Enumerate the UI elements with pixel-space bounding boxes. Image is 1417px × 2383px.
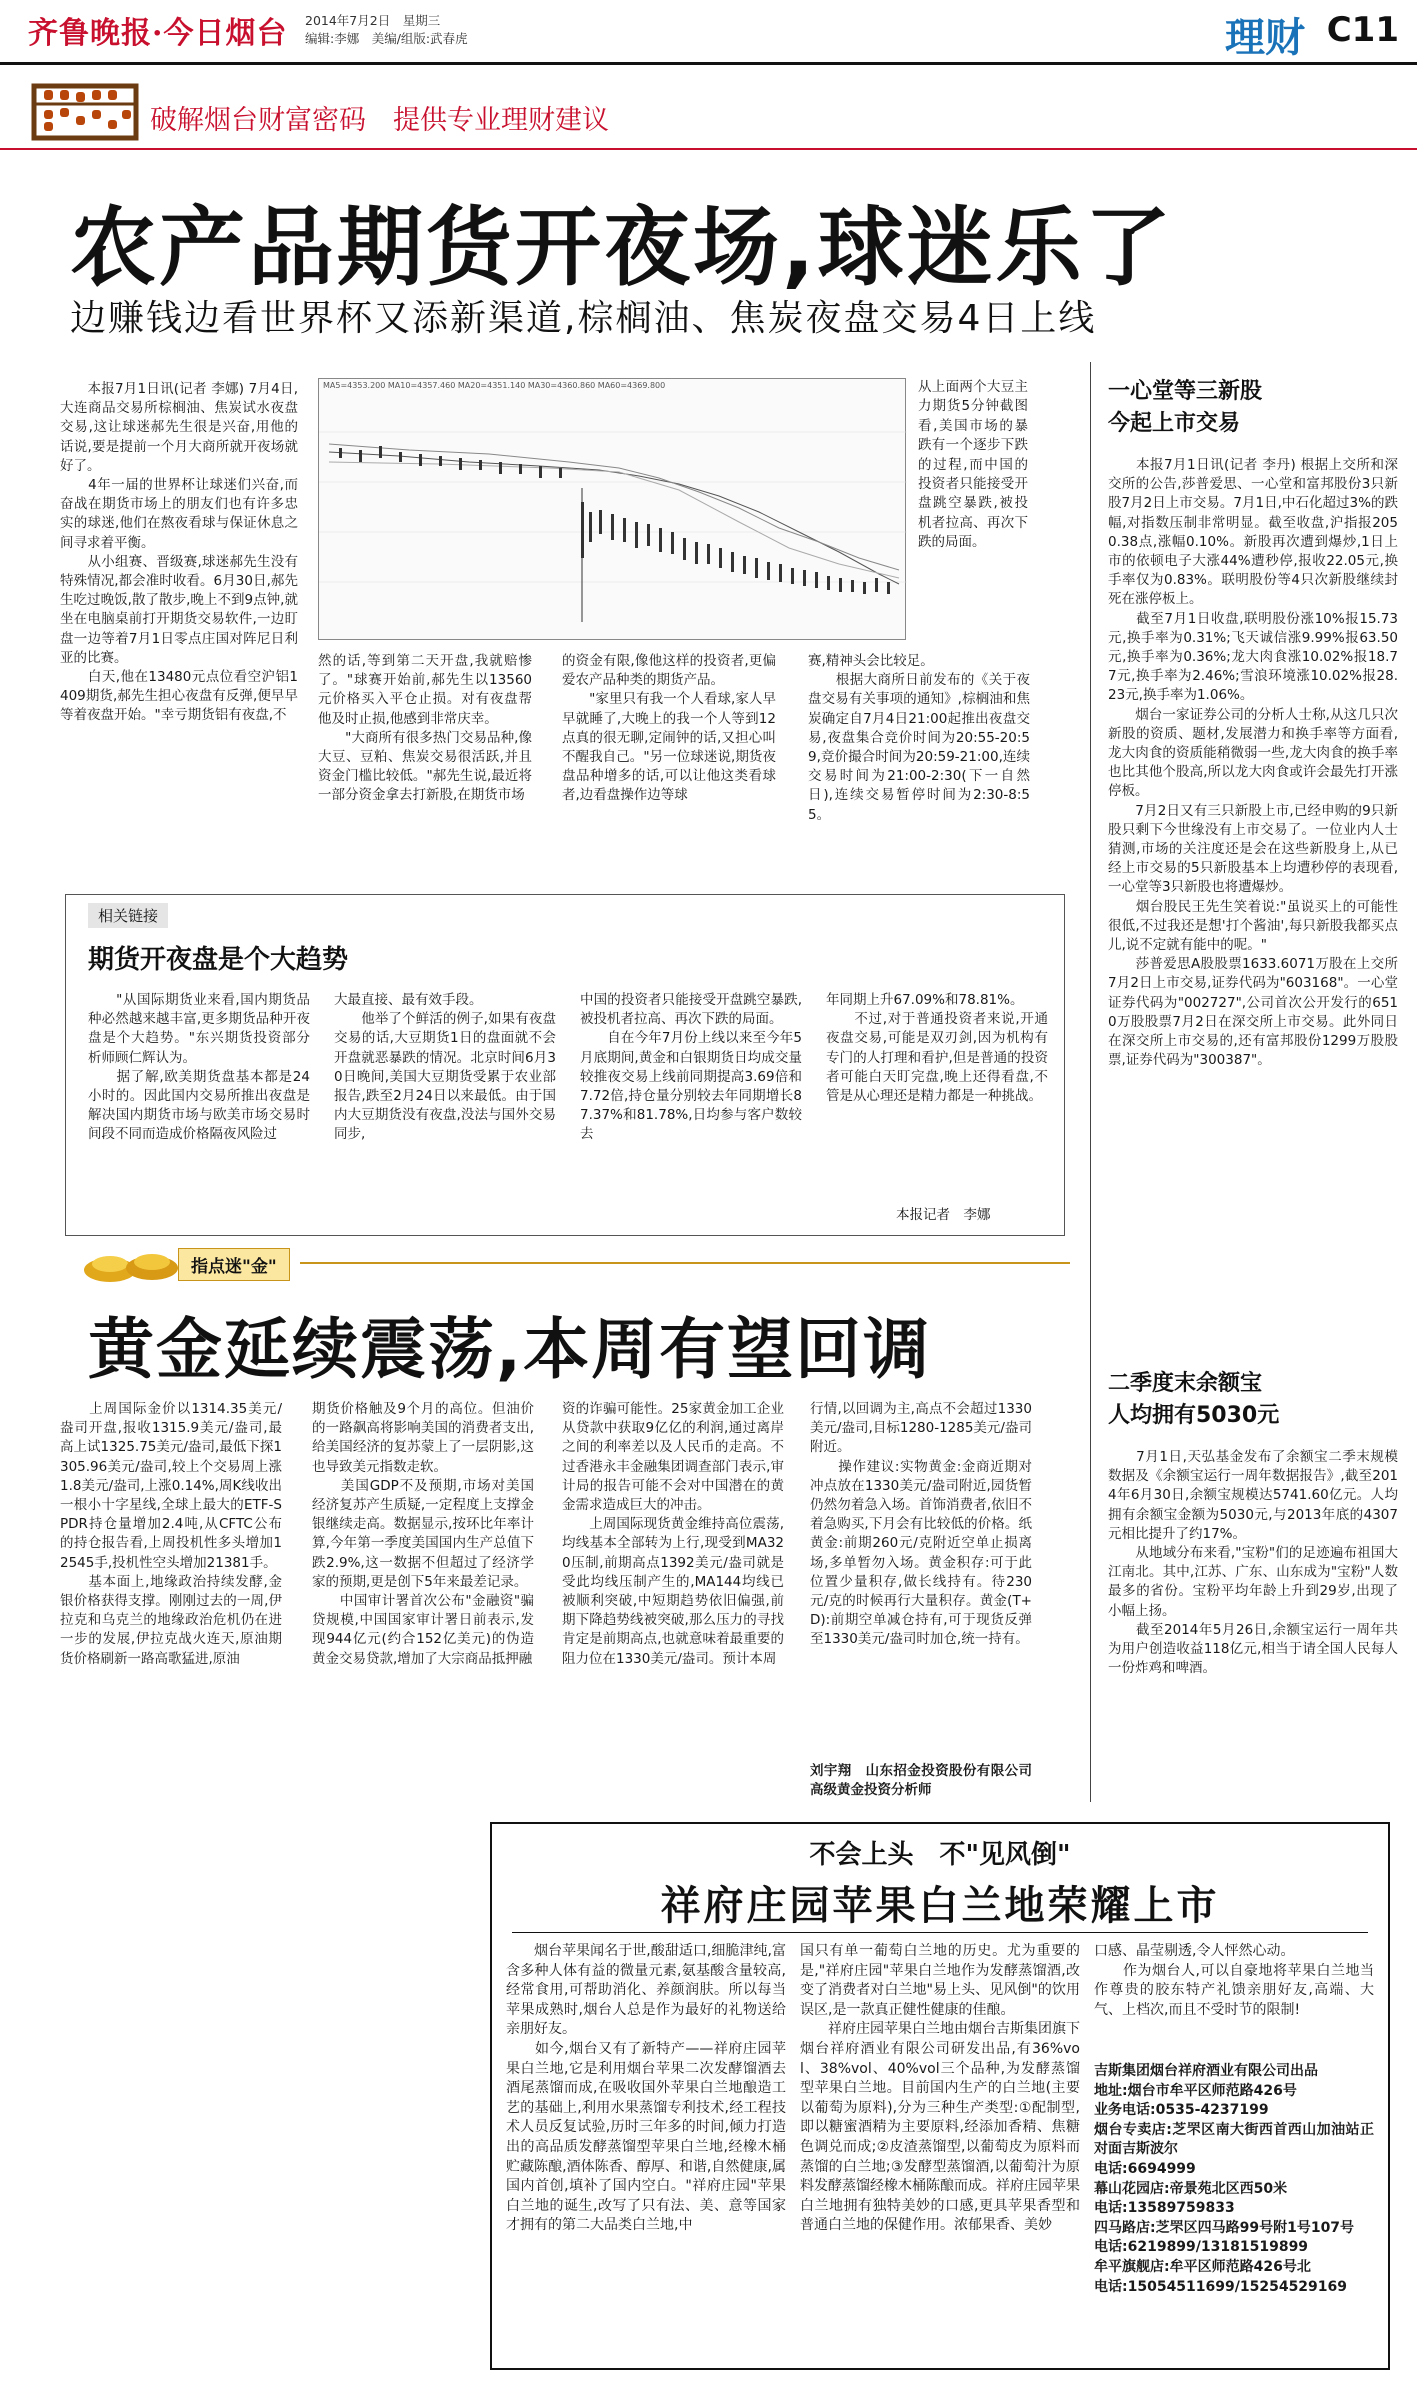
main-article-col3: 的资金有限,像他这样的投资者,更偏爱农产品种类的期货产品。 "家里只有我一个人看球,家人早早就睡了,大晚上的我一个人等到12点真的很无聊,定闹钟的话,又担心叫不醒我自己。"另一位球迷说,期货夜盘品种增多的话,可以让他这类看球者,边看盘操作边等球 (562, 653, 776, 804)
gold-col3: 资的诈骗可能性。25家黄金加工企业从贷款中获取9亿亿的利润,通过离岸之间的利率差以及人民币的走高。不过香港永丰金融集团调查部门表示,审计局的报告可能不会对中国潜在的黄金需求造成巨大的冲击。 上周国际现货黄金维持高位震荡,均线基本全部转为上行,现受到MA320压制,前期高点1392美元/盎司就是受此均线压制产生的,MA144均线已被顺利突破,中短期趋势依旧偏强,前期下降趋势线被突破,那么压力的寻找肯定是前期高点,也就意味着最重要的阻力位在1330美元/盎司。预计本周 (562, 1401, 784, 1667)
gold-section-tag: 指点迷"金" (178, 1248, 290, 1281)
paper-name: 齐鲁晚报 (28, 16, 152, 51)
related-link-tag: 相关链接 (88, 903, 168, 928)
gold-byline: 刘宇翔 山东招金投资股份有限公司高级黄金投资分析师 (810, 1763, 1032, 1799)
related-link-col2: 大最直接、最有效手段。 他举了个鲜活的例子,如果有夜盘交易的话,大豆期货1日的盘面就不会开盘就恶暴跌的情况。北京时间6月30日晚间,美国大豆期货受累于农业部报告,跌至2月24日以来最低。由于国内大豆期货没有夜盘,没法与国外交易同步, (334, 992, 556, 1143)
main-subheadline: 边赚钱边看世界杯又添新渠道,棕榈油、焦炭夜盘交易4日上线 (70, 298, 1097, 339)
side1-title-line2: 今起上市交易 (1108, 411, 1241, 436)
banner-rule (0, 148, 1417, 150)
main-article-col1: 本报7月1日讯(记者 李娜) 7月4日,大连商品交易所棕榈油、焦炭试水夜盘交易,这让球迷郝先生很是兴奋,用他的话说,要是提前一个月大商所就开夜场就好了。 4年一届的世界杯让球迷们兴奋,而奋战在期货市场上的朋友们也有许多忠实的球迷,他们在熬夜看球与保证休息之间寻求着平衡。 从小组赛、晋级赛,球迷郝先生没有特殊情况,都会准时收看。6月30日,郝先生吃过晚饭,散了散步,晚上不到9点钟,就坐在电脑桌前打开期货交易软件,一边盯盘一边等着7月1日零点庄国对阵尼日利亚的比赛。 白天,他在13480元点位看空沪铝1409期货,郝先生担心夜盘有反弹,便早早等着夜盘开始。"幸亏期货铝有夜盘,不 (60, 381, 298, 724)
related-link-byline: 本报记者 李娜 (896, 1207, 991, 1223)
gold-col1: 上周国际金价以1314.35美元/盎司开盘,报收1315.9美元/盎司,最高上试1325.75美元/盎司,最低下探1305.96美元/盎司,较上个交易周上涨1.8美元/盎司,上涨0.14%,周K线收出一根小十字星线,全球上最大的ETF-SPDR持仓量增加2.4吨,从CFTC公布的持仓报告看,上周投机性多头增加12545手,投机性空头增加21381手。 基本面上,地缘政治持续发酵,金银价格获得支撑。刚刚过去的一周,伊拉克和乌克兰的地缘政治危机仍在进一步的发展,伊拉克战火连天,原油期货价格刷新一路高歌猛进,原油 (60, 1401, 282, 1667)
candlestick-chart-graphic (319, 392, 907, 638)
ad-col1: 烟台苹果闻名于世,酸甜适口,细脆津纯,富含多种人体有益的微量元素,氨基酸含量较高,经常食用,可帮助消化、养颜润肤。所以每当苹果成熟时,烟台人总是作为最好的礼物送给亲朋好友。 如今,烟台又有了新特产——祥府庄园苹果白兰地,它是利用烟台苹果二次发酵馏酒去酒尾蒸馏而成,在吸收国外苹果白兰地酿造工艺的基础上,利用水果蒸馏专利技术,经工程技术人员反复试验,历时三年多的时间,倾力打造出的高品质发酵蒸馏型苹果白兰地,经橡木桶贮藏陈酿,酒体陈香、醇厚、和谐,自然健康,属国内首创,填补了国内空白。"祥府庄园"苹果白兰地的诞生,改写了只有法、美、意等国家才拥有的第二大品类白兰地,中 (506, 1943, 786, 2234)
column-name: ·今日烟台 (152, 16, 288, 51)
section-title: 理财 (1225, 15, 1305, 61)
related-link-col1: "从国际期货业来看,国内期货品种必然越来越丰富,更多期货品种开夜盘是个大趋势。"东兴期货投资部分析师顾仁辉认为。 据了解,欧美期货盘基本都是24小时的。因此国内交易所推出夜盘是解决国内期货市场与欧美市场交易时间段不同而造成价格隔夜风险过 (88, 992, 310, 1143)
chart-ma-readout: MA5=4353.200 MA10=4357.460 MA20=4351.140 MA30=4360.860 MA60=4369.800 (323, 381, 666, 390)
ad-col2: 国只有单一葡萄白兰地的历史。尤为重要的是,"祥府庄园"苹果白兰地作为发酵蒸馏酒,改变了消费者对白兰地"易上头、见风倒"的饮用误区,是一款真正健性健康的佳酿。 祥府庄园苹果白兰地由烟台吉斯集团旗下烟台祥府酒业有限公司研发出品,有36%vol、38%vol、40%vol三个品种,为发酵蒸馏型苹果白兰地。目前国内生产的白兰地(主要以葡萄为原料),分为三种生产类型:①配制型,即以糖蜜酒精为主要原料,经添加香精、焦糖色调兑而成;②皮渣蒸馏型,以葡萄皮为原料而蒸馏的白兰地;③发酵型蒸馏酒,以葡萄汁为原料发酵蒸馏经橡木桶陈酿而成。祥府庄园苹果白兰地拥有独特美妙的口感,更具苹果香型和普通白兰地的保健作用。浓郁果香、美妙 (800, 1943, 1080, 2234)
main-headline: 农产品期货开夜场,球迷乐了 (70, 198, 1174, 298)
related-link-col4: 年同期上升67.09%和78.81%。 不过,对于普通投资者来说,开通夜盘交易,可能是双刃剑,因为机构有专门的人打理和看护,但是普通的投资者可能白天盯完盘,晚上还得看盘,不管是从心理还是精力都是一种挑战。 (826, 992, 1048, 1105)
ad-rule (512, 1932, 1368, 1933)
ad-col3: 口感、晶莹剔透,令人怦然心动。 作为烟台人,可以自豪地将苹果白兰地当作尊贵的胶东特产礼馈亲朋好友,高端、大气、上档次,而且不受时节的限制! (1094, 1943, 1374, 2018)
issue-meta (305, 12, 468, 48)
abacus-icon (30, 80, 140, 142)
issue-date: 2014年7月2日 星期三 (305, 13, 441, 28)
brandy-ad (490, 1822, 1390, 2370)
gold-col2: 期货价格触及9个月的高位。但油价的一路飙高将影响美国的消费者支出,给美国经济的复苏蒙上了一层阴影,这也导致美元指数走软。 美国GDP不及预期,市场对美国经济复苏产生质疑,一定程度上支撑金银继续走高。数据显示,按环比年率计算,今年第一季度美国国内生产总值下跌2.9%,这一数据不但超过了经济学家的预期,更是创下5年来最差记录。 中国审计署首次公布"金融资"骗贷规模,中国国家审计署日前表示,发现944亿元(约合152亿美元)的伪造黄金交易贷款,增加了大宗商品抵押融 (312, 1401, 534, 1667)
page-number: C11 (1326, 10, 1399, 50)
main-article-col4: 赛,精神头会比较足。 根据大商所日前发布的《关于夜盘交易有关事项的通知》,棕榈油和焦炭确定自7月4日21:00起推出夜盘交易,夜盘集合竞价时间为20:55-20:59,竞价撮合时间为20:59-21:00,连续交易时间为21:00-2:30(下一自然日),连续交易暂停时间为2:30-8:55。 (808, 653, 1030, 823)
header-rule (0, 62, 1417, 65)
related-link-box (65, 894, 1065, 1236)
side1-body: 本报7月1日讯(记者 李丹) 根据上交所和深交所的公告,莎普爱思、一心堂和富邦股份3只新股7月2日上市交易。7月1日,中石化超过3%的跌幅,对指数压制非常明显。截至收盘,沪指报2050.38点,涨幅0.10%。新股再次遭到爆炒,1日上市的依顿电子大涨44%遭秒停,报收22.05元,换手率仅为0.83%。联明股份等4只次新股继续封死在涨停板上。 截至7月1日收盘,联明股份涨10%报15.73元,换手率为0.31%;飞天诚信涨9.99%报63.50元,换手率为0.36%;龙大肉食涨10.02%报18.77元,换手率为2.46%;雪浪环境涨10.02%报28.23元,换手率为1.06%。 烟台一家证券公司的分析人士称,从这几只次新股的资质、题材,发展潜力和换手率等方面看,龙大肉食的资质能稍微弱一些,龙大肉食的换手率也比其他个股高,所以龙大肉食或许会最先打开涨停板。 7月2日又有三只新股上市,已经申购的9只新股只剩下今世缘没有上市交易了。一位业内人士猜测,市场的关注度还是会在这些新股身上,从已经上市交易的5只新股基本上均遭秒停的表现看,一心堂等3只新股也将遭爆炒。 烟台股民王先生笑着说:"虽说买上的可能性很低,不过我还是想'打个酱油',每只新股我都买点儿,说不定就有能中的呢。" 莎普爱思A股股票1633.6071万股在上交所7月2日上市交易,证券代码为"603168"。一心堂证券代码为"002727",公司首次公开发行的6510万股股票7月2日在深交所上市交易。此外同日在深交所上市交易的,还有富邦股份1299万股股票,证券代码为"300387"。 (1108, 457, 1398, 1069)
masthead-paper (28, 8, 287, 52)
sidebar-divider (1090, 362, 1091, 1802)
main-article-col2: 然的话,等到第二天开盘,我就赔惨了。"球赛开始前,郝先生以13560元价格买入平仓止损。对有夜盘帮他及时止损,他感到非常庆幸。 "大商所有很多热门交易品种,像大豆、豆粕、焦炭交易很活跃,并且资金门槛比较低。"郝先生说,最近将一部分资金拿去打新股,在期货市场 (318, 653, 532, 804)
side2-headline (1108, 1368, 1398, 1432)
ad-title: 祥府庄园苹果白兰地荣耀上市 (660, 1883, 1220, 1929)
gold-ingot-icon (80, 1238, 190, 1286)
side2-body: 7月1日,天弘基金发布了余额宝二季末规模数据及《余额宝运行一周年数据报告》,截至2014年6月30日,余额宝规模达5741.60亿元。人均拥有余额宝金额为5030元,与2013年底的4307元相比提升了约17%。 从地域分布来看,"宝粉"们的足迹遍布祖国大江南北。其中,江苏、广东、山东成为"宝粉"人数最多的省份。宝粉平均年龄上升到29岁,出现了小幅上扬。 截至2014年5月26日,余额宝运行一周年共为用户创造收益118亿元,相当于请全国人民每人一份炸鸡和啤酒。 (1108, 1449, 1398, 1677)
side1-headline (1108, 376, 1398, 440)
related-link-col3: 中国的投资者只能接受开盘跳空暴跌,被投机者拉高、再次下跌的局面。 自在今年7月份上线以来至今年5月底期间,黄金和白银期货日均成交量较推夜交易上线前同期提高3.69倍和7.72倍,持仓量分别较去年同期增长87.37%和81.78%,日均参与客户数较去 (580, 992, 802, 1143)
related-link-title: 期货开夜盘是个大趋势 (88, 945, 349, 975)
gold-col4: 行情,以回调为主,高点不会超过1330美元/盎司,目标1280-1285美元/盎司附近。 操作建议:实物黄金:金商近期对冲点放在1330美元/盎司附近,园货暂仍然勿着急入场。首饰消费者,依旧不着急购买,下月会有比较低的价格。纸黄金:前期260元/克附近空单止损离场,多单暂勿入场。黄金积存:可于此位置少量积存,做长线持有。待230元/克的时候再行大量积存。黄金(T+D):前期空单减仓持有,可于现货反弹至1330美元/盎司时加仓,统一持有。 (810, 1401, 1032, 1648)
side2-title-line2: 人均拥有5030元 (1108, 1403, 1280, 1428)
issue-editors: 编辑:李娜 美编/组版:武春虎 (305, 31, 468, 46)
ad-kicker: 不会上头 不"见风倒" (809, 1840, 1071, 1870)
side1-title-line1: 一心堂等三新股 (1108, 379, 1263, 404)
gold-tag-rule (300, 1262, 1070, 1264)
gold-headline: 黄金延续震荡,本周有望回调 (88, 1311, 932, 1388)
ad-contact-info: 吉斯集团烟台祥府酒业有限公司出品 地址:烟台市牟平区师范路426号 业务电话:0535-4237199 烟台专卖店:芝罘区南大街西首西山加油站正对面吉斯波尔 电话:6694999 幕山花园店:帝景苑北区西50米 电话:13589759833 四马路店:芝罘区四马路99号附1号107号 电话:6219899/13181519899 牟平旗舰店:牟平区师范路426号北 电话:15054511699/15254529169 (1094, 2063, 1374, 2295)
chart-caption: 从上面两个大豆主力期货5分钟截图看,美国市场的暴跌有一个逐步下跌的过程,而中国的投资者只能接受开盘跳空暴跌,被投机者拉高、再次下跌的局面。 (918, 379, 1028, 551)
futures-chart (318, 378, 906, 640)
banner-slogan: 破解烟台财富密码 提供专业理财建议 (150, 105, 609, 136)
side2-title-line1: 二季度末余额宝 (1108, 1371, 1263, 1396)
